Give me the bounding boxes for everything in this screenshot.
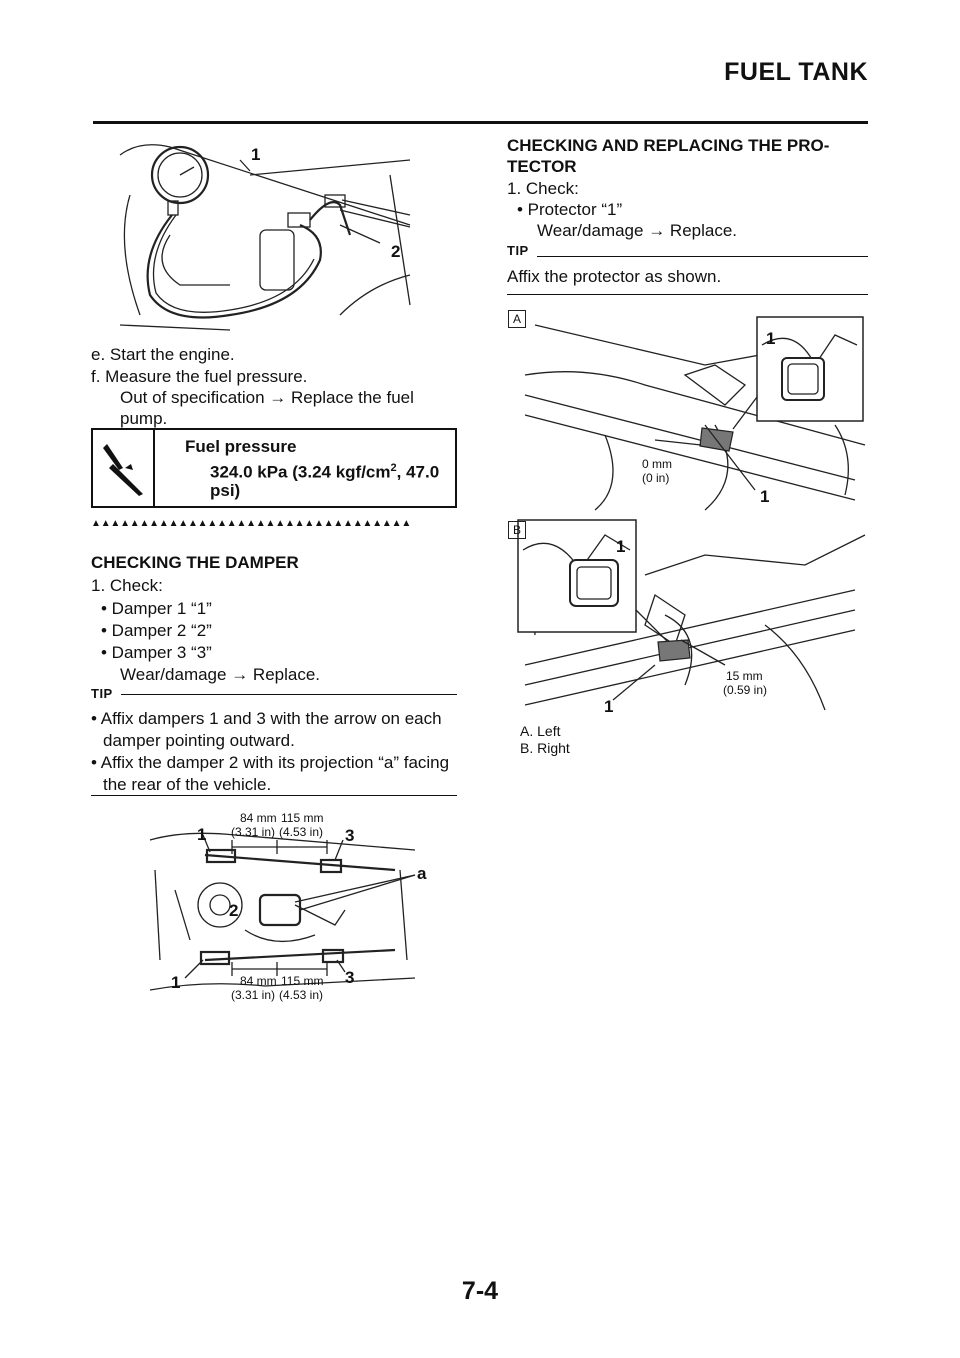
protector-left-illustration [505,305,875,515]
figure-b-tag: B [508,521,526,539]
spec-title: Fuel pressure [185,437,297,456]
protector-tip-rule-top [537,256,868,257]
figureA-dim-mm: 0 mm [642,457,672,471]
spec-value-part2: , 47.0 [396,462,440,482]
step-f: f. Measure the fuel pressure. [91,367,308,386]
protector-heading-line1: CHECKING AND REPLACING THE PRO- [507,136,830,155]
protector-step1: 1. Check: [507,179,579,198]
damper-step1: 1. Check: [91,576,163,595]
figure1-callout-2: 2 [391,242,401,261]
figure2-callout-1-top: 1 [197,825,207,844]
figure2-callout-3-top: 3 [345,826,355,845]
page-title: FUEL TANK [724,58,868,86]
figureB-dim-mm: 15 mm [726,669,763,683]
figure2-callout-3-bottom: 3 [345,968,355,987]
protector-bullet: • Protector “1” [517,200,623,219]
dim-bottom-left-in: (3.31 in) [231,988,276,1002]
fuel-pressure-gauge-illustration [110,135,420,335]
protector-right-illustration [505,515,875,725]
dim-top-right-in: (4.53 in) [279,825,324,839]
damper-bullet-3: • Damper 3 “3” [101,643,212,662]
page-number: 7-4 [461,1277,499,1305]
dim-bottom-left-mm: 84 mm [240,974,277,988]
damper-tip-rule-bottom [91,795,457,796]
figure-a-tag: A [508,310,526,328]
figure2-callout-1-bottom: 1 [171,973,181,992]
damper-heading: CHECKING THE DAMPER [91,553,299,572]
damper-tip-rule-top [121,694,457,695]
figureB-dim-in: (0.59 in) [723,683,768,697]
dim-top-left-mm: 84 mm [240,811,277,825]
fuel-pressure-spec-box [91,428,457,508]
damper-tip-line-1: • Affix dampers 1 and 3 with the arrow on each [91,709,442,728]
step-f-action-cont: pump. [120,409,168,428]
figureB-callout-1-detail: 1 [616,537,626,556]
spec-value-line2: psi) [210,481,241,500]
dim-top-right-mm: 115 mm [281,811,324,825]
figure2-callout-2: 2 [229,901,239,920]
figureA-callout-1: 1 [760,487,770,506]
protector-tip-label: TIP [507,243,529,258]
spec-value-sup: 2 [390,462,397,474]
step-e: e. Start the engine. [91,345,235,364]
dim-top-left-in: (3.31 in) [231,825,276,839]
damper-bullet-2: • Damper 2 “2” [101,621,212,640]
damper-action: Wear/damage → Replace. [120,665,321,684]
figure1-callout-1: 1 [251,145,261,164]
damper-tip-line-3: • Affix the damper 2 with its projection “a” facing [91,753,450,772]
damper-tip-line-4: the rear of the vehicle. [103,775,272,794]
figureA-dim-in: (0 in) [642,471,670,485]
legend-a: A. Left [520,723,561,739]
damper-bullet-1: • Damper 1 “1” [101,599,212,618]
damper-tip-line-2: damper pointing outward. [103,731,295,750]
figure2-callout-a: a [417,864,427,883]
spec-box-divider [153,430,155,506]
protector-tip-text: Affix the protector as shown. [507,267,722,286]
legend-b: B. Right [520,740,570,756]
protector-heading-line2: TECTOR [507,157,577,176]
spec-value [210,458,439,483]
figureA-callout-1-detail: 1 [766,329,776,348]
protector-tip-rule-bottom [507,294,868,295]
damper-tip-label: TIP [91,686,113,701]
dim-bottom-right-in: (4.53 in) [279,988,324,1002]
dim-bottom-right-mm: 115 mm [281,974,324,988]
step-f-action: Out of specification → Replace the fuel [120,388,414,407]
caliper-icon [99,440,147,496]
spec-value-part1: 324.0 kPa (3.24 kgf/cm [210,462,391,482]
end-marker: ▲▲▲▲▲▲▲▲▲▲▲▲▲▲▲▲▲▲▲▲▲▲▲▲▲▲▲▲▲▲▲▲▲ [91,518,412,529]
protector-action: Wear/damage → Replace. [537,221,738,240]
figureB-callout-1: 1 [604,697,614,716]
header-rule [93,121,868,124]
